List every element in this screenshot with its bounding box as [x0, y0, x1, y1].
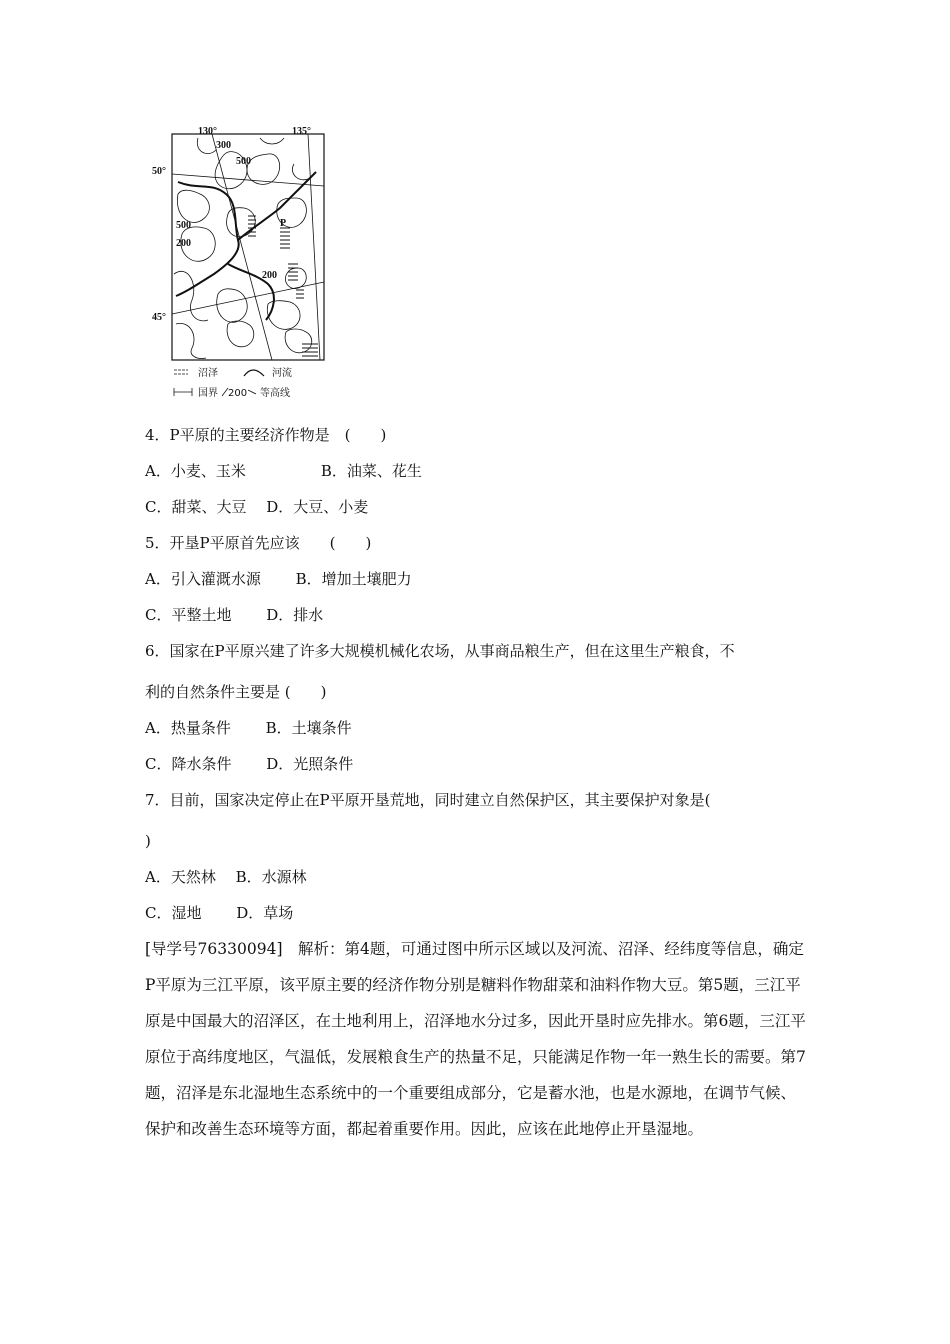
legend-swamp-label: 沼泽	[198, 368, 218, 379]
lon-label-130: 130°	[198, 126, 217, 137]
lat-label-45: 45°	[152, 312, 166, 323]
legend-contour-value: 200	[228, 388, 248, 399]
question-6-options-row2: C．降水条件 D．光照条件	[145, 755, 354, 773]
question-7-stem-line1: 7．目前，国家决定停止在P平原开垦荒地，同时建立自然保护区，其主要保护对象是(	[145, 791, 711, 809]
question-7-options-row2: C．湿地 D．草场	[145, 904, 294, 922]
answer-analysis: [导学号76330094] 解析：第4题，可通过图中所示区域以及河流、沼泽、经纬度等信息，确定P平原为三江平原，该平原主要的经济作物分别是糖料作物甜菜和油料作物大豆。第5题，三江平原是中国最大的沼泽区，在土地利用上，沼泽地水分过多，因此开垦时应先排水。第6题，三江平原位于高纬度地区，气温低，发展粮食生产的热量不足，只能满足作物一年一熟生长的需要。第7题，沼泽是东北湿地生态系统中的一个重要组成部分，它是蓄水池，也是水源地，在调节气候、保护和改善生态环境等方面，都起着重要作用。因此，应该在此地停止开垦湿地。	[145, 940, 806, 1138]
contour-lines	[174, 138, 312, 359]
rivers	[176, 172, 316, 320]
contour-label-500-west: 500	[176, 220, 191, 231]
question-5-options-row1: A．引入灌溉水源 B．增加土壤肥力	[145, 570, 412, 588]
question-7-stem-line2: )	[145, 832, 151, 850]
plain-label-p: P	[280, 218, 287, 229]
meridian-135	[308, 134, 320, 360]
lon-label-135: 135°	[292, 126, 311, 137]
legend-border-label: 国界	[198, 388, 218, 399]
question-7-options-row1: A．天然林 B．水源林	[145, 868, 307, 886]
topographic-map-figure	[152, 124, 328, 400]
question-5-options-row2: C．平整土地 D．排水	[145, 606, 324, 624]
lat-label-50: 50°	[152, 166, 166, 177]
meridian-130	[212, 134, 272, 360]
map-frame	[172, 134, 324, 360]
contour-label-500-north: 500	[236, 156, 251, 167]
question-5-stem: 5．开垦P平原首先应该 ( )	[145, 534, 372, 552]
contour-label-300: 300	[216, 140, 231, 151]
swamp-areas	[248, 216, 318, 356]
contour-label-200-south: 200	[262, 270, 277, 281]
question-4-stem: 4．P平原的主要经济作物是 ( )	[145, 426, 387, 444]
map-legend	[174, 366, 292, 399]
legend-river-label: 河流	[272, 368, 292, 379]
question-6-stem-line2: 利的自然条件主要是 ( )	[145, 683, 327, 701]
contour-label-200-west: 200	[176, 238, 191, 249]
legend-contour-label: 等高线	[260, 388, 290, 399]
map-svg	[152, 124, 328, 400]
question-4-options-row1: A．小麦、玉米 B．油菜、花生	[145, 462, 422, 480]
question-6-stem-line1: 6．国家在P平原兴建了许多大规模机械化农场，从事商品粮生产，但在这里生产粮食，不	[145, 642, 735, 660]
question-4-options-row2: C．甜菜、大豆 D．大豆、小麦	[145, 498, 369, 516]
question-6-options-row1: A．热量条件 B．土壤条件	[145, 719, 352, 737]
